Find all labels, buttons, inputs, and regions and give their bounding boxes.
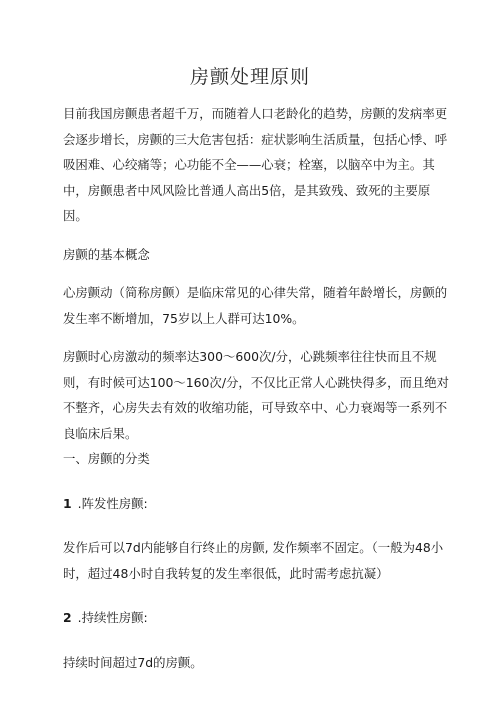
type-2-label: .持续性房颤: (77, 610, 148, 625)
intro-paragraph: 目前我国房颤患者超千万，而随着人口老龄化的趋势，房颤的发病率更会逐步增长，房颤的三大危害包括：症状影响生活质量，包括心悸、呼吸困难、心绞痛等；心功能不全——心衰；栓塞，以脑卒中为主。其中，房颤患者中风风险比普通人高出5倍，是其致残、致死的主要原因。 (63, 106, 448, 223)
document-body (63, 101, 453, 675)
classification-heading: 一、房颤的分类 (63, 451, 150, 466)
type-1-heading (63, 491, 453, 517)
type-1-number: 1 (63, 495, 72, 511)
type-2-heading (63, 605, 453, 631)
document-title: 房颤处理原则 (189, 66, 310, 88)
basic-concept-paragraph: 心房颤动（简称房颤）是临床常见的心律失常，随着年龄增长，房颤的发生率不断增加，75岁以上人群可达10%。 (63, 285, 448, 326)
type-1-description: 发作后可以7d内能够自行终止的房颤, 发作频率不固定。（一般为48小时，超过48小时自我转复的发生率很低，此时需考虑抗凝） (63, 540, 444, 581)
mechanism-paragraph: 房颤时心房激动的频率达300〜600次/分，心跳频率往往快而且不规则，有时候可达100〜160次/分，不仅比正常人心跳快得多，而且绝对不整齐，心房失去有效的收缩功能，可导致卒中、心力衰竭等一系列不良临床后果。 (63, 349, 450, 441)
type-2-description: 持续时间超过7d的房颤。 (63, 654, 203, 670)
type-1-label: .阵发性房颤: (77, 495, 148, 511)
type-2-number: 2 (63, 610, 72, 625)
basic-concept-heading: 房颤的基本概念 (63, 246, 150, 262)
